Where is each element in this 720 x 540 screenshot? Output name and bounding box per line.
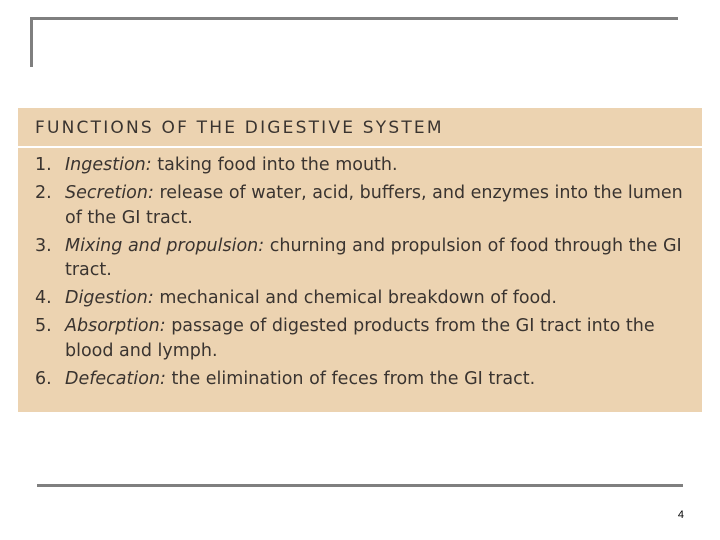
item-term: Digestion:: [65, 288, 154, 308]
functions-box: [18, 108, 702, 412]
page-number: 4: [677, 509, 684, 521]
item-number: 1.: [35, 155, 52, 175]
item-term: Ingestion:: [65, 155, 152, 175]
footer-rule: [37, 484, 683, 487]
item-number: 3.: [35, 235, 52, 256]
header-rule-left: [30, 17, 33, 67]
list-item: [18, 234, 702, 283]
box-title: FUNCTIONS OF THE DIGESTIVE SYSTEM: [35, 118, 444, 138]
item-term: Secretion:: [65, 183, 154, 203]
item-number: 5.: [35, 316, 52, 336]
list-item: [18, 367, 702, 392]
item-description: passage of digested products from the GI tract into the blood and lymph.: [65, 316, 655, 361]
item-description: release of water, acid, buffers, and enzymes into the lumen of the GI tract.: [65, 183, 683, 228]
item-description: churning and propulsion of food through the GI tract.: [65, 235, 682, 280]
list-item: [18, 286, 702, 311]
list-item: [18, 181, 702, 230]
functions-list: [18, 153, 702, 395]
item-number: 2.: [35, 183, 52, 203]
item-description: the elimination of feces from the GI tract.: [165, 368, 536, 389]
item-description: taking food into the mouth.: [151, 155, 398, 175]
item-number: 4.: [35, 288, 52, 308]
item-term: Defecation:: [65, 368, 166, 389]
item-term: Mixing and propulsion:: [65, 235, 265, 256]
list-item: [18, 153, 702, 178]
item-term: Absorption:: [65, 316, 166, 336]
header-rule: [30, 17, 678, 20]
title-divider: [18, 146, 702, 148]
list-item: [18, 314, 702, 363]
item-description: mechanical and chemical breakdown of food.: [153, 288, 557, 308]
item-number: 6.: [35, 368, 52, 389]
